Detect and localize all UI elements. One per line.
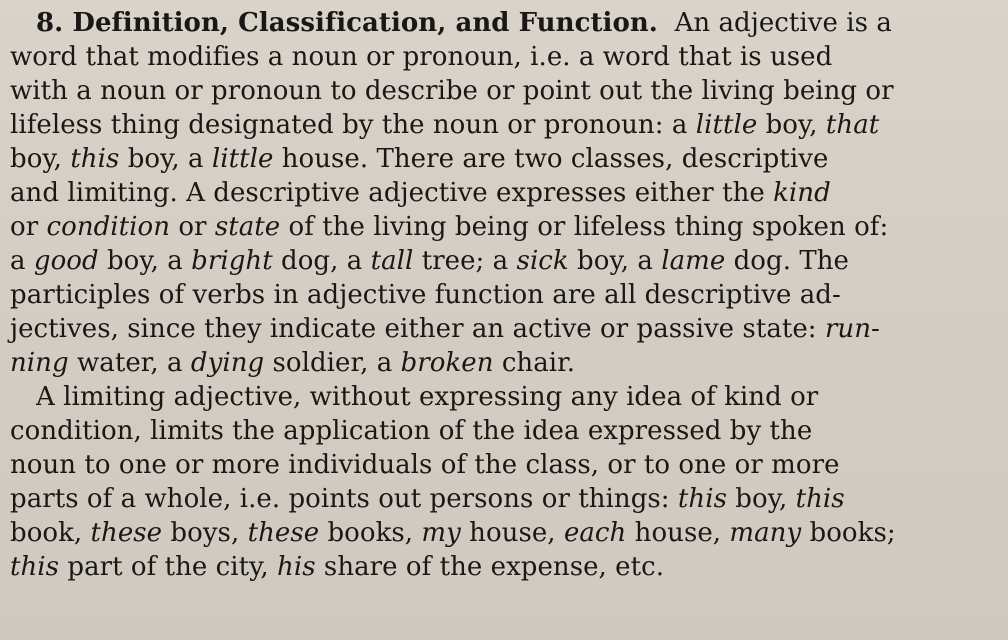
italic-word: this (677, 484, 727, 514)
text-run: jectives, since they indicate either an active or passive state: (10, 314, 825, 344)
paragraph1-line1 (10, 6, 985, 40)
paragraph1-line9: participles of verbs in adjective function are all descriptive ad- (10, 280, 841, 310)
text-run: house. There are two classes, descriptive (273, 144, 829, 174)
section-heading: 8. Definition, Classification, and Function. (36, 8, 658, 38)
text-run: books; (801, 518, 896, 548)
text-run: boy, a (119, 144, 212, 174)
italic-word: kind (773, 178, 831, 208)
paragraph1-line8 (10, 244, 985, 278)
italic-word: these (90, 518, 163, 548)
paragraph1-line3: with a noun or pronoun to describe or point out the living being or (10, 76, 894, 106)
text-run: tree; a (413, 246, 517, 276)
italic-word: these (247, 518, 320, 548)
text-run: water, a (68, 348, 191, 378)
text-run: or (170, 212, 215, 242)
italic-word: dying (190, 348, 265, 378)
text-run: dog, a (272, 246, 371, 276)
italic-word: ning (10, 348, 69, 378)
paragraph1-line4 (10, 108, 985, 142)
text-run: boy, (757, 110, 826, 140)
text-run: house, (460, 518, 564, 548)
text-run: lifeless thing designated by the noun or pronoun: a (10, 110, 696, 140)
text-run: chair. (493, 348, 576, 378)
italic-word: condition (46, 212, 171, 242)
italic-word: good (33, 246, 99, 276)
paragraph2-line2: condition, limits the application of the idea expressed by the (10, 416, 813, 446)
italic-word: little (211, 144, 274, 174)
paragraph2-line3: noun to one or more individuals of the class, or to one or more (10, 450, 840, 480)
italic-word: lame (661, 246, 726, 276)
paragraph2-line1: A limiting adjective, without expressing any idea of kind or (36, 382, 819, 412)
text-run: or (10, 212, 47, 242)
text-run: book, (10, 518, 91, 548)
paragraph1-line6 (10, 176, 985, 210)
paragraph1-line5 (10, 142, 985, 176)
italic-word: that (825, 110, 880, 140)
text-run: boy, a (98, 246, 192, 276)
text-run: share of the expense, etc. (315, 552, 665, 582)
text-run: house, (626, 518, 730, 548)
paragraph2-line4 (10, 482, 985, 516)
paragraph1-text: An adjective is a (674, 8, 892, 38)
text-run: boy, (10, 144, 71, 174)
italic-word: this (70, 144, 120, 174)
text-run: part of the city, (59, 552, 278, 582)
italic-word: my (421, 518, 461, 548)
text-run: boy, a (568, 246, 662, 276)
text-run: and limiting. A descriptive adjective expresses either the (10, 178, 774, 208)
text-run: books, (319, 518, 422, 548)
italic-word: many (729, 518, 802, 548)
section-8-text (10, 6, 985, 584)
paragraph2-line6 (10, 550, 985, 584)
italic-word: bright (191, 246, 273, 276)
text-run: dog. The (725, 246, 849, 276)
text-run: parts of a whole, i.e. points out persons or things: (10, 484, 678, 514)
italic-word: his (277, 552, 316, 582)
italic-word: sick (516, 246, 569, 276)
text-run: a (10, 246, 34, 276)
paragraph2-line5 (10, 516, 985, 550)
italic-word: this (795, 484, 845, 514)
text-run: soldier, a (264, 348, 401, 378)
italic-word: run- (824, 314, 880, 344)
italic-word: each (563, 518, 627, 548)
text-run: of the living being or lifeless thing spoken of: (280, 212, 889, 242)
italic-word: this (10, 552, 60, 582)
paragraph1-line11 (10, 346, 985, 380)
italic-word: state (214, 212, 281, 242)
paragraph1-line7 (10, 210, 985, 244)
italic-word: broken (400, 348, 494, 378)
italic-word: tall (370, 246, 414, 276)
text-run: boys, (162, 518, 248, 548)
italic-word: little (695, 110, 758, 140)
text-run: boy, (726, 484, 796, 514)
paragraph1-line10 (10, 312, 985, 346)
paragraph1-line2: word that modifies a noun or pronoun, i.e. a word that is used (10, 42, 833, 72)
